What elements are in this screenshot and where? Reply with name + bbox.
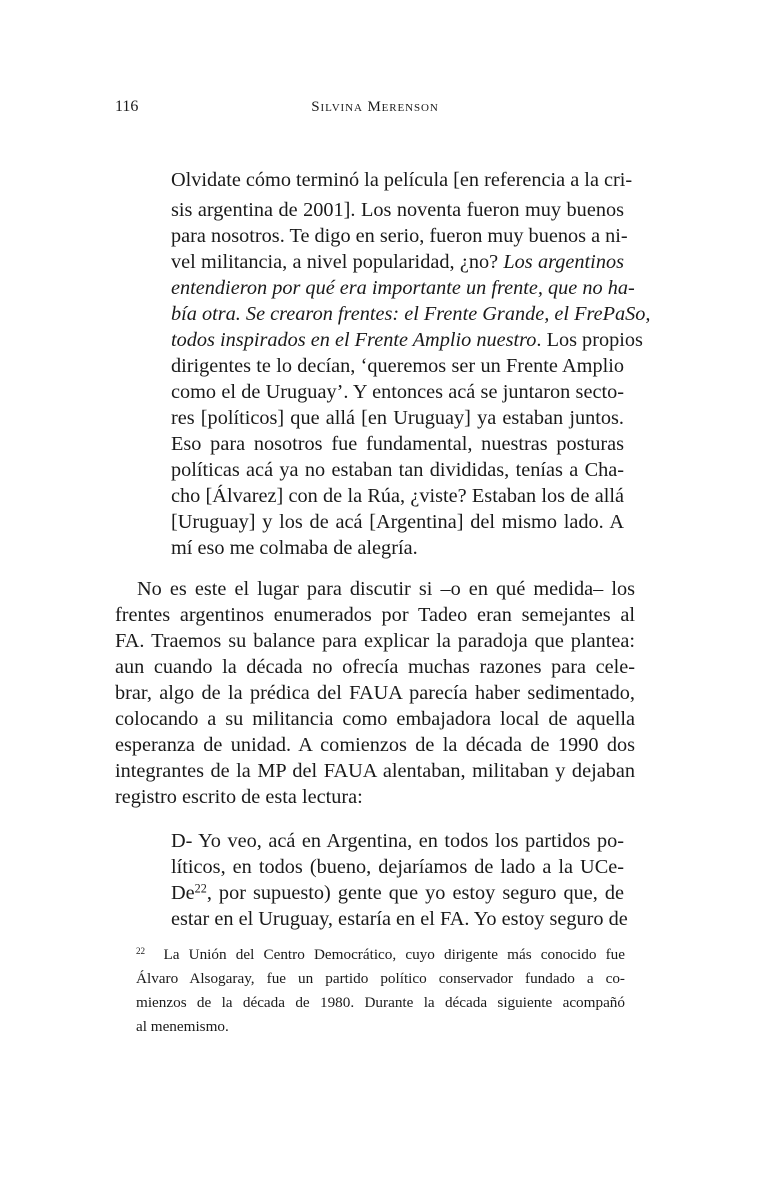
quote-line: D- Yo veo, acá en Argentina, en todos los partidos po- [171, 830, 624, 852]
quote-text: De [171, 882, 195, 904]
quote-line: cho [Álvarez] con de la Rúa, ¿viste? Estaban los de allá [171, 485, 624, 507]
quote-line: políticas acá ya no estaban tan divididas, tenías a Cha- [171, 459, 624, 481]
body-line: frentes argentinos enumerados por Tadeo eran semejantes al [115, 604, 635, 626]
footnote-line: al menemismo. [136, 1018, 229, 1035]
footnote-text: La Unión del Centro Democrático, cuyo dirigente más conocido fue [163, 946, 626, 963]
quote-line [171, 880, 624, 906]
body-line: registro escrito de esta lectura: [115, 786, 363, 808]
footnote-line: Álvaro Alsogaray, fue un partido político conservador fundado a co- [136, 970, 625, 987]
body-line: integrantes de la MP del FAUA alentaban, militaban y dejaban [115, 760, 635, 782]
quote-line [171, 249, 624, 275]
quote-italic: Los argentinos [503, 251, 624, 273]
body-line: esperanza de unidad. A comienzos de la década de 1990 dos [115, 734, 635, 756]
quote-line [171, 301, 651, 327]
quote-line: res [políticos] que allá [en Uruguay] ya estaban juntos. [171, 407, 624, 429]
footnote-line: mienzos de la década de 1980. Durante la década siguiente acompañó [136, 994, 625, 1011]
quote-text: vel militancia, a nivel popularidad, ¿no? [171, 251, 504, 273]
quote-italic: bía otra. Se crearon frentes: el Frente Grande, el FrePaSo, [171, 303, 651, 325]
body-line: colocando a su militancia como embajadora local de aquella [115, 708, 635, 730]
quote-line: [Uruguay] y los de acá [Argentina] del mismo lado. A [171, 511, 624, 533]
body-line: No es este el lugar para discutir si –o en qué medida– los [137, 578, 635, 600]
quote-line: mí eso me colmaba de alegría. [171, 537, 418, 559]
footnote-number: 22 [136, 945, 146, 956]
quote-line: estar en el Uruguay, estaría en el FA. Yo estoy seguro de [171, 908, 628, 930]
quote-italic: entendieron por qué era importante un frente, que no ha- [171, 277, 635, 299]
quote-line: Eso para nosotros fue fundamental, nuestras posturas [171, 433, 624, 455]
body-line: brar, algo de la prédica del FAUA parecía haber sedimentado, [115, 682, 635, 704]
page-number: 116 [115, 98, 139, 115]
quote-line: como el de Uruguay’. Y entonces acá se juntaron secto- [171, 381, 624, 403]
quote-line [171, 275, 635, 301]
footnote-line [136, 945, 625, 965]
quote-line [171, 327, 643, 353]
footnote-reference: 22 [194, 881, 207, 896]
running-head: Silvina Merenson [311, 99, 439, 115]
quote-line: para nosotros. Te digo en serio, fueron muy buenos a ni- [171, 225, 628, 247]
quote-line: sis argentina de 2001]. Los noventa fueron muy buenos [171, 199, 624, 221]
quote-text: , por supuesto) gente que yo estoy seguro que, de [206, 882, 624, 904]
quote-line: líticos, en todos (bueno, dejaríamos de lado a la UCe- [171, 856, 624, 878]
quote-line: dirigentes te lo decían, ‘queremos ser un Frente Amplio [171, 355, 624, 377]
body-line: FA. Traemos su balance para explicar la paradoja que plantea: [115, 630, 635, 652]
body-line: aun cuando la década no ofrecía muchas razones para cele- [115, 656, 635, 678]
quote-text: . Los propios [536, 329, 643, 351]
quote-italic: todos inspirados en el Frente Amplio nuestro [171, 329, 537, 351]
quote-line: Olvidate cómo terminó la película [en referencia a la cri- [171, 169, 633, 191]
page-header [115, 98, 635, 122]
